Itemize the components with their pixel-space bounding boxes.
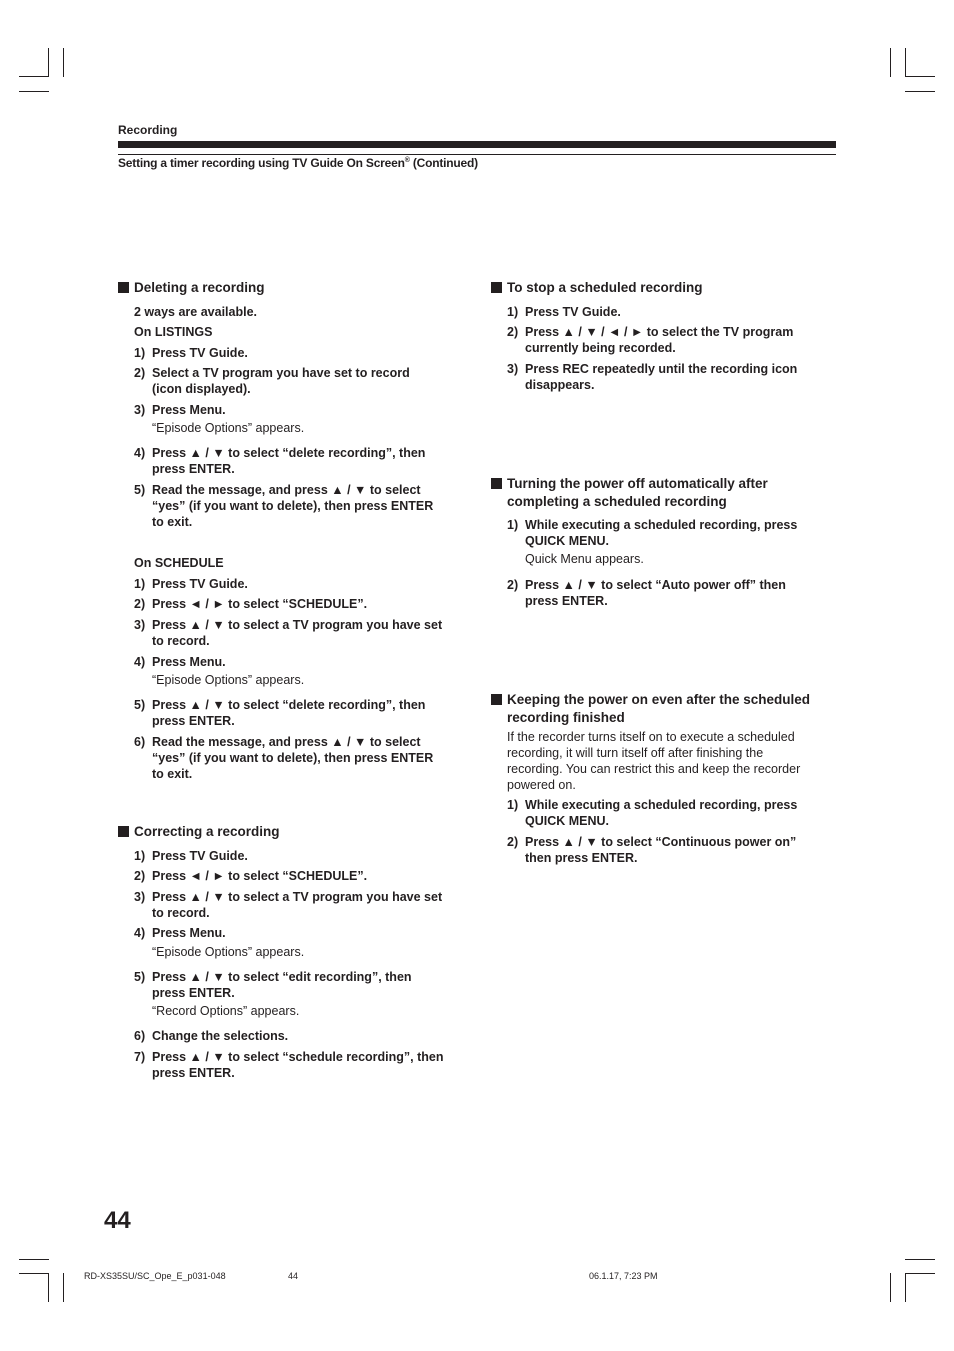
step-text: to record. (152, 906, 210, 920)
step-text: then press ENTER. (525, 851, 638, 865)
step-text: (icon displayed). (152, 382, 251, 396)
step-item (134, 734, 434, 781)
page-subtitle (118, 156, 478, 170)
step-text: “yes” (if you want to delete), then press ENTER (152, 499, 434, 513)
step-number: 4) (134, 655, 146, 669)
step-number: 5) (134, 483, 146, 497)
step-text: Press ◄ / ► to select “SCHEDULE”. (152, 597, 368, 611)
step-text: to exit. (152, 515, 193, 529)
step-number: 4) (134, 446, 146, 460)
footer-datetime: 06.1.17, 7:23 PM (589, 1271, 658, 1281)
step-text: QUICK MENU. (525, 534, 610, 548)
step-text: Press ▲ / ▼ to select “Continuous power on” (525, 835, 797, 849)
step-number: 5) (134, 698, 146, 712)
step-number: 2) (507, 835, 519, 849)
step-item (134, 654, 226, 670)
page-number: 44 (104, 1207, 131, 1234)
step-number: 1) (134, 577, 146, 591)
step-item (134, 445, 426, 476)
step-text: Press REC repeatedly until the recording icon (525, 362, 798, 376)
step-item (134, 848, 248, 864)
step-text: press ENTER. (152, 462, 235, 476)
step-text: Select a TV program you have set to record (152, 366, 410, 380)
step-text: press ENTER. (525, 594, 608, 608)
body-line: powered on. (507, 778, 576, 792)
step-number: 1) (507, 305, 519, 319)
step-note: “Episode Options” appears. (152, 421, 305, 435)
step-item (507, 304, 621, 320)
step-text: Press Menu. (152, 926, 226, 940)
step-number: 7) (134, 1050, 146, 1064)
step-item (134, 1028, 289, 1044)
step-item (507, 834, 797, 865)
footer-page: 44 (288, 1271, 299, 1281)
header-rule (118, 141, 836, 148)
heading-deleting: Deleting a recording (134, 280, 265, 295)
step-text: Press ▲ / ▼ to select “delete recording”, then (152, 446, 426, 460)
step-note: “Episode Options” appears. (152, 673, 305, 687)
subheading-schedule: On SCHEDULE (134, 556, 224, 570)
bullet-square-icon (118, 282, 129, 293)
body-paragraph (507, 729, 800, 793)
step-text: Press TV Guide. (152, 346, 248, 360)
step-text: While executing a scheduled recording, press (525, 798, 798, 812)
step-text: QUICK MENU. (525, 814, 610, 828)
step-item (134, 402, 226, 418)
subheading-listings: On LISTINGS (134, 325, 213, 339)
step-number: 2) (134, 869, 146, 883)
body-line: If the recorder turns itself on to execute a scheduled (507, 730, 795, 744)
section-title: Recording (118, 123, 178, 137)
intro-text: 2 ways are available. (134, 305, 258, 319)
step-text: press ENTER. (152, 714, 235, 728)
step-text: press ENTER. (152, 1066, 235, 1080)
step-item (134, 1049, 444, 1080)
step-text: currently being recorded. (525, 341, 676, 355)
step-number: 6) (134, 735, 146, 749)
subtitle-tail: (Continued) (409, 156, 478, 170)
step-item (134, 697, 426, 728)
step-text: “yes” (if you want to delete), then press ENTER (152, 751, 434, 765)
step-number: 2) (507, 578, 519, 592)
step-number: 1) (507, 518, 519, 532)
step-item (507, 797, 798, 828)
footer-file: RD-XS35SU/SC_Ope_E_p031-048 (84, 1271, 226, 1281)
step-item (134, 925, 226, 941)
subtitle-text: Setting a timer recording using TV Guide On Screen (118, 156, 405, 170)
step-text: Press ▲ / ▼ to select “Auto power off” then (525, 578, 786, 592)
step-item (507, 361, 798, 392)
step-text: Press ▲ / ▼ to select a TV program you have set (152, 618, 443, 632)
step-text: Press TV Guide. (525, 305, 621, 319)
step-text: Press TV Guide. (152, 849, 248, 863)
step-item (134, 576, 248, 592)
bullet-square-icon (491, 694, 502, 705)
step-text: to exit. (152, 767, 193, 781)
step-text: Change the selections. (152, 1029, 289, 1043)
step-number: 1) (134, 346, 146, 360)
body-line: recording, it will turn itself off after finishing the (507, 746, 764, 760)
step-number: 6) (134, 1029, 146, 1043)
step-text: Press ▲ / ▼ to select a TV program you have set (152, 890, 443, 904)
step-note: Quick Menu appears. (525, 552, 644, 566)
heading-stop: To stop a scheduled recording (507, 280, 703, 295)
step-number: 2) (134, 597, 146, 611)
bullet-square-icon (118, 826, 129, 837)
step-text: Press TV Guide. (152, 577, 248, 591)
step-item (134, 345, 248, 361)
step-number: 3) (134, 890, 146, 904)
bullet-square-icon (491, 282, 502, 293)
step-text: Press ▲ / ▼ to select “schedule recording”, then (152, 1050, 444, 1064)
step-text: Press ◄ / ► to select “SCHEDULE”. (152, 869, 368, 883)
step-item (134, 596, 368, 612)
step-number: 1) (134, 849, 146, 863)
step-text: Press ▲ / ▼ / ◄ / ► to select the TV program (525, 325, 794, 339)
step-item (134, 969, 412, 1000)
step-item (134, 889, 443, 920)
step-note: “Record Options” appears. (152, 1004, 300, 1018)
step-item (507, 324, 794, 355)
body-line: recording. You can restrict this and keep the recorder (507, 762, 801, 776)
step-item (134, 482, 434, 529)
step-number: 3) (507, 362, 519, 376)
step-number: 3) (134, 403, 146, 417)
step-item (507, 517, 798, 548)
step-text: Press Menu. (152, 655, 226, 669)
heading-line: Keeping the power on even after the scheduled (507, 692, 811, 707)
registered-mark: ® (404, 157, 410, 164)
step-text: Press ▲ / ▼ to select “delete recording”, then (152, 698, 426, 712)
heading-keep-on (507, 691, 810, 727)
step-number: 5) (134, 970, 146, 984)
step-number: 1) (507, 798, 519, 812)
step-item (134, 365, 410, 396)
step-item (134, 617, 443, 648)
heading-correcting: Correcting a recording (134, 824, 280, 839)
step-number: 4) (134, 926, 146, 940)
step-item (134, 868, 368, 884)
step-item (507, 577, 786, 608)
step-text: Read the message, and press ▲ / ▼ to select (152, 483, 421, 497)
step-number: 3) (134, 618, 146, 632)
step-text: Press Menu. (152, 403, 226, 417)
heading-line: recording finished (507, 710, 625, 725)
step-text: disappears. (525, 378, 595, 392)
step-text: While executing a scheduled recording, press (525, 518, 798, 532)
heading-power-off (507, 475, 768, 511)
step-text: to record. (152, 634, 210, 648)
step-number: 2) (134, 366, 146, 380)
bullet-square-icon (491, 478, 502, 489)
step-note: “Episode Options” appears. (152, 945, 305, 959)
step-text: press ENTER. (152, 986, 235, 1000)
header-thin-rule (118, 154, 836, 155)
step-text: Read the message, and press ▲ / ▼ to select (152, 735, 421, 749)
heading-line: Turning the power off automatically after (507, 476, 768, 491)
step-number: 2) (507, 325, 519, 339)
step-text: Press ▲ / ▼ to select “edit recording”, then (152, 970, 412, 984)
heading-line: completing a scheduled recording (507, 494, 727, 509)
